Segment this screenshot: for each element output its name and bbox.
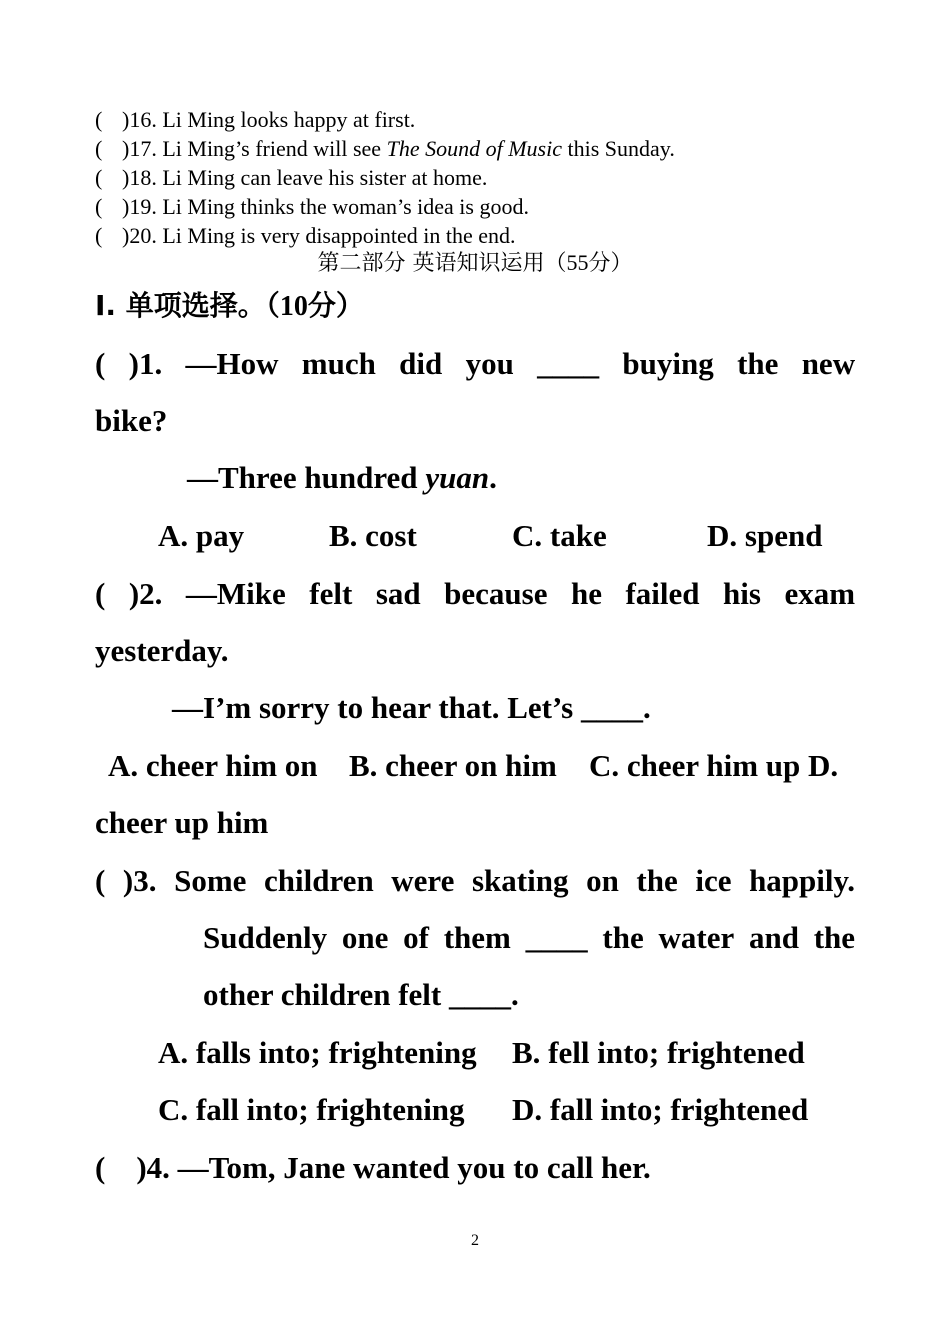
option-c: C. fall into; frightening — [158, 1092, 465, 1127]
word: ( — [95, 346, 106, 381]
word: the — [602, 920, 644, 955]
tf-text: )20. Li Ming is very disappointed in the end. — [122, 223, 516, 248]
tf-text: )16. Li Ming looks happy at first. — [122, 107, 416, 132]
word: happily. — [749, 863, 856, 898]
question-1-line-1 — [95, 344, 855, 384]
question-1-answer: —Three hundred yuan. — [187, 460, 497, 495]
word: ( — [95, 863, 106, 898]
tf-text: )19. Li Ming thinks the woman’s idea is good. — [122, 194, 529, 219]
page-number: 2 — [471, 1232, 479, 1249]
tf-item-19 — [95, 192, 529, 221]
tf-item-17 — [95, 134, 675, 163]
option-c: C. take — [512, 518, 607, 553]
word: buying — [622, 346, 714, 381]
part-heading: Ⅰ. 单项选择。（10分） — [95, 289, 364, 322]
question-3-line-2 — [203, 918, 855, 958]
word: new — [801, 346, 856, 381]
word: ( — [95, 576, 106, 611]
option-a: A. pay — [158, 518, 245, 553]
word: —How — [185, 346, 279, 381]
question-3-line-3: other children felt ____. — [203, 977, 519, 1012]
word: ____ — [537, 346, 600, 381]
answer-paren: ( — [95, 165, 103, 190]
answer-paren: ( — [95, 136, 103, 161]
answer-paren: ( — [95, 223, 103, 248]
word: because — [444, 576, 548, 611]
option-c: C. cheer him up D. — [589, 748, 839, 783]
option-b: B. cheer on him — [349, 748, 557, 783]
word: much — [301, 346, 376, 381]
word: )1. — [128, 346, 163, 381]
word: them — [443, 920, 511, 955]
word: exam — [784, 576, 856, 611]
word: of — [403, 920, 429, 955]
word: the — [737, 346, 779, 381]
tf-item-18 — [95, 163, 487, 192]
question-2-line-2: yesterday. — [95, 633, 229, 668]
option-b: B. cost — [329, 518, 417, 553]
word: the — [813, 920, 856, 955]
word: water — [658, 920, 735, 955]
option-d-cont: cheer up him — [95, 805, 269, 840]
word: )2. — [128, 576, 163, 611]
option-a: A. falls into; frightening — [158, 1035, 477, 1070]
option-d: D. fall into; frightened — [512, 1092, 809, 1127]
word: ____ — [525, 920, 588, 955]
question-3-line-1 — [95, 861, 855, 901]
word: did — [399, 346, 443, 381]
word: felt — [309, 576, 353, 611]
question-2-line-1 — [95, 574, 855, 614]
tf-text: )17. Li Ming’s friend will see — [122, 136, 387, 161]
question-4-line-1: ( )4. —Tom, Jane wanted you to call her. — [95, 1150, 651, 1185]
tf-item-16 — [95, 105, 415, 134]
word: )3. — [122, 863, 157, 898]
word: sad — [375, 576, 421, 611]
word: his — [723, 576, 761, 611]
word: Some — [174, 863, 247, 898]
tf-text: )18. Li Ming can leave his sister at home. — [122, 165, 488, 190]
word: and — [748, 920, 799, 955]
word: ice — [695, 863, 732, 898]
word: —Mike — [185, 576, 286, 611]
option-d: D. spend — [707, 518, 823, 553]
option-a: A. cheer him on — [108, 748, 318, 783]
question-1-line-2: bike? — [95, 403, 168, 438]
answer-paren: ( — [95, 194, 103, 219]
word: Suddenly — [203, 920, 328, 955]
option-b: B. fell into; frightened — [512, 1035, 805, 1070]
word: you — [465, 346, 514, 381]
movie-title: The Sound of Music — [386, 136, 562, 161]
word: the — [636, 863, 678, 898]
tf-text-end: this Sunday. — [561, 136, 675, 161]
tf-item-20 — [95, 221, 516, 250]
word: he — [570, 576, 602, 611]
word: children — [264, 863, 374, 898]
question-2-answer: —I’m sorry to hear that. Let’s ____. — [172, 690, 651, 725]
word: on — [586, 863, 619, 898]
word: skating — [471, 863, 569, 898]
word: were — [391, 863, 455, 898]
section-title: 第二部分 英语知识运用（55分） — [317, 250, 633, 276]
answer-paren: ( — [95, 107, 103, 132]
word: failed — [625, 576, 700, 611]
word: one — [341, 920, 389, 955]
